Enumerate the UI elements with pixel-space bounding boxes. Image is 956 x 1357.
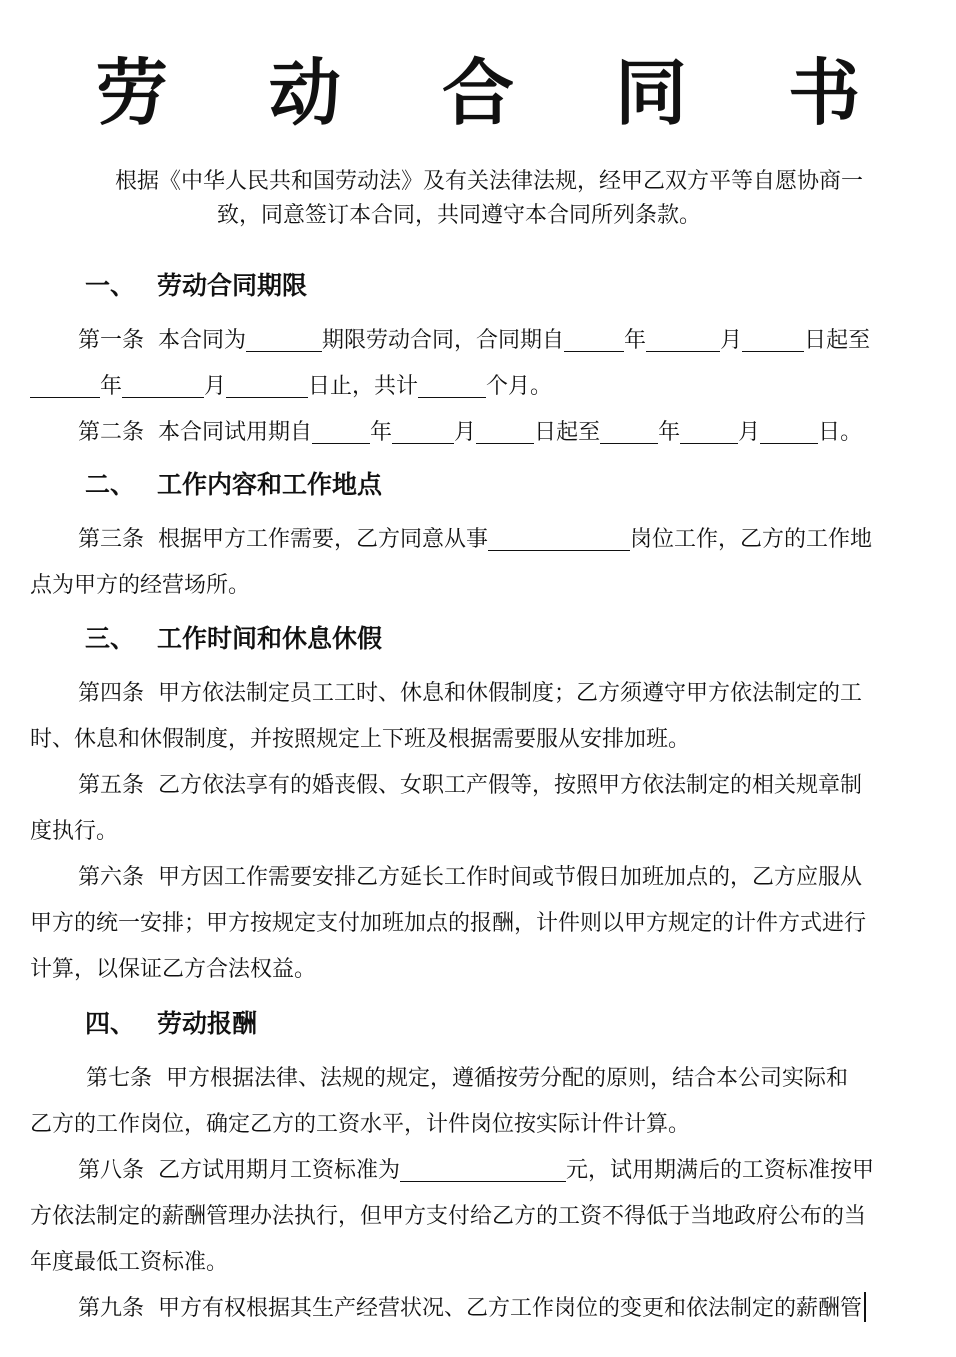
section-heading-2 (85, 468, 382, 502)
section-number: 四、 (85, 1009, 136, 1038)
article-9: 第九条 甲方有权根据其生产经营状况、乙方工作岗位的变更和依法制定的薪酬管 (30, 1286, 926, 1332)
probation-end-month-blank[interactable] (680, 417, 738, 444)
article-label: 第五条 (78, 773, 145, 798)
end-month-blank[interactable] (122, 371, 204, 398)
position-blank[interactable] (488, 524, 630, 551)
section-number: 三、 (85, 624, 136, 653)
contract-type-blank[interactable] (246, 325, 322, 352)
article-1: 第一条 本合同为 期限劳动合同，合同期自 年 月 日起至 年 月 日止，共计 个月。 (30, 318, 926, 410)
intro-line-1: 根据《中华人民共和国劳动法》及有关法律法规，经甲乙双方平等自愿协商一 (115, 169, 864, 194)
section-title: 劳动报酬 (157, 1009, 258, 1038)
probation-end-day-blank[interactable] (760, 417, 818, 444)
article-label: 第八条 (78, 1158, 145, 1183)
end-year-blank[interactable] (30, 371, 100, 398)
section-number: 二、 (85, 470, 136, 499)
start-year-blank[interactable] (564, 325, 624, 352)
article-8: 第八条 乙方试用期月工资标准为 元，试用期满后的工资标准按甲 方依法制定的薪酬管理办法执行，但甲方支付给乙方的工资不得低于当地政府公布的当 年度最低工资标准。 (30, 1148, 926, 1286)
total-months-blank[interactable] (418, 371, 486, 398)
article-3: 第三条 根据甲方工作需要，乙方同意从事 岗位工作，乙方的工作地 点为甲方的经营场所。 (30, 517, 926, 609)
article-label: 第二条 (78, 420, 145, 445)
article-2: 第二条 本合同试用期自 年 月 日起至 年 月 日。 (30, 410, 926, 456)
text-cursor (864, 1292, 866, 1322)
intro-paragraph (115, 165, 925, 233)
section-title: 工作时间和休息休假 (157, 624, 383, 653)
article-label: 第九条 (78, 1296, 145, 1321)
start-day-blank[interactable] (742, 325, 804, 352)
article-label: 第七条 (86, 1066, 153, 1091)
article-5: 第五条 乙方依法享有的婚丧假、女职工产假等，按照甲方依法制定的相关规章制 度执行。 (30, 773, 863, 844)
section-heading-3 (85, 622, 382, 656)
article-label: 第三条 (78, 527, 145, 552)
end-day-blank[interactable] (226, 371, 308, 398)
probation-start-year-blank[interactable] (312, 417, 370, 444)
section-heading-4 (85, 1007, 257, 1041)
article-4: 第四条 甲方依法制定员工工时、休息和休假制度；乙方须遵守甲方依法制定的工 时、休息和休假制度，并按照规定上下班及根据需要服从安排加班。 (30, 681, 863, 752)
section-title: 工作内容和工作地点 (157, 470, 383, 499)
document-title: 劳 动 合 同 书 (95, 51, 899, 135)
article-label: 第四条 (78, 681, 145, 706)
probation-start-month-blank[interactable] (392, 417, 454, 444)
probation-salary-blank[interactable] (400, 1155, 566, 1182)
article-7: 第七条 甲方根据法律、法规的规定，遵循按劳分配的原则，结合本公司实际和 乙方的工作岗位，确定乙方的工资水平，计件岗位按实际计件计算。 (30, 1066, 849, 1137)
section-number: 一、 (85, 271, 136, 300)
section-heading-1 (85, 269, 307, 303)
article-label: 第一条 (78, 328, 145, 353)
section-title: 劳动合同期限 (157, 271, 308, 300)
article-label: 第六条 (78, 865, 145, 890)
probation-end-year-blank[interactable] (600, 417, 658, 444)
article-6: 第六条 甲方因工作需要安排乙方延长工作时间或节假日加班加点的，乙方应服从 甲方的统一安排；甲方按规定支付加班加点的报酬，计件则以甲方规定的计件方式进行 计算，以保证乙方合法权益。 (30, 865, 867, 982)
start-month-blank[interactable] (646, 325, 720, 352)
intro-line-2: 致，同意签订本合同，共同遵守本合同所列条款。 (217, 203, 702, 228)
probation-start-day-blank[interactable] (476, 417, 534, 444)
